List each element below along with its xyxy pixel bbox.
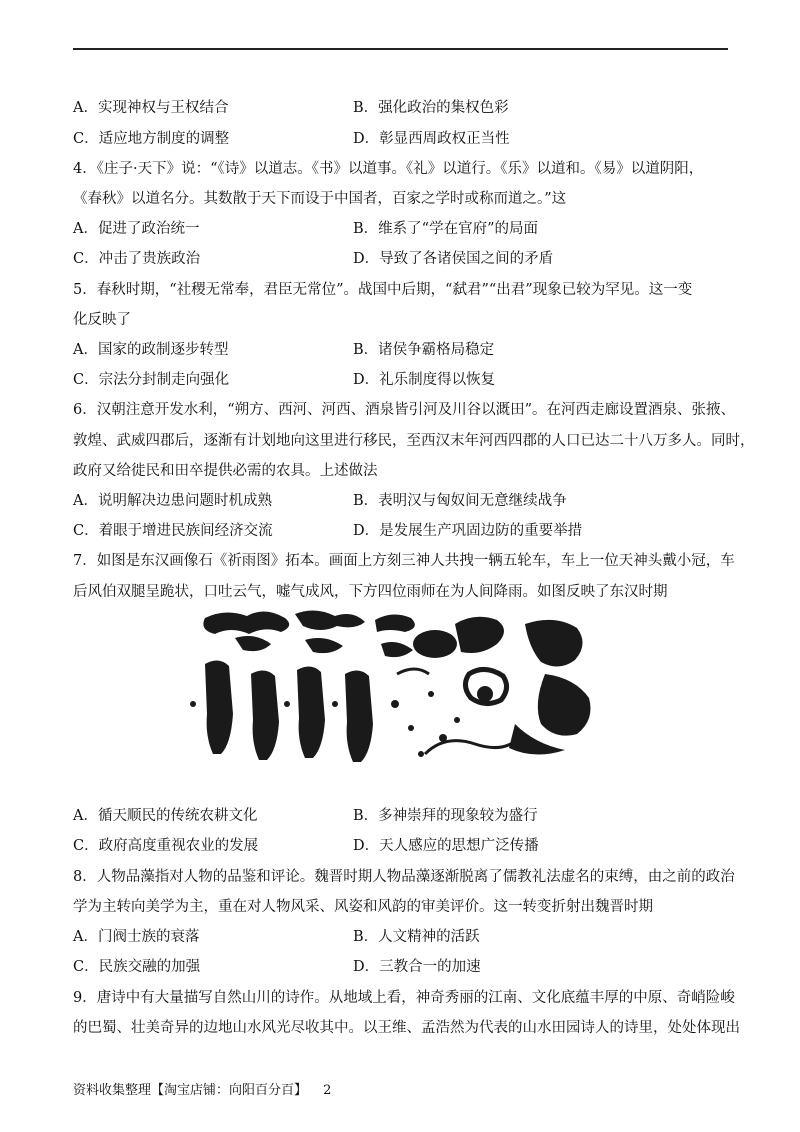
- q9-stem-line-1: 9．唐诗中有大量描写自然山川的诗作。从地域上看，神奇秀丽的江南、文化底蕴丰厚的中原、奇峭险峻: [73, 990, 735, 1006]
- page-number: 2: [323, 1083, 332, 1098]
- q5-option-c: C．宗法分封制走向强化: [73, 372, 230, 388]
- q6-option-d: D．是发展生产巩固边防的重要举措: [353, 523, 583, 539]
- q8-stem-line-2: 学为主转向美学为主，重在对人物风采、风姿和风韵的审美评价。这一转变折射出魏晋时期: [73, 899, 653, 915]
- q6-stem-line-3: 政府又给徙民和田卒提供必需的农具。上述做法: [73, 463, 378, 479]
- q6-stem-line-1: 6．汉朝注意开发水利，“朔方、西河、河西、酒泉皆引河及川谷以溉田”。在河西走廊设置酒泉、张掖、: [73, 402, 736, 418]
- q6-option-a: A．说明解决边患问题时机成熟: [73, 493, 272, 509]
- q5-stem-line-2: 化反映了: [73, 312, 131, 328]
- q5-stem-line-1: 5．春秋时期，“社稷无常奉，君臣无常位”。战国中后期，“弑君”“出君”现象已较为罕见。这一变: [73, 282, 693, 298]
- q8-option-c: C．民族交融的加强: [73, 959, 201, 975]
- q7-stem-line-1: 7．如图是东汉画像石《祈雨图》拓本。画面上方刻三神人共拽一辆五轮车，车上一位天神头戴小冠，车: [73, 553, 735, 569]
- q8-option-a: A．门阀士族的衰落: [73, 929, 200, 945]
- q8-stem-line-1: 8．人物品藻指对人物的品鉴和评论。魏晋时期人物品藻逐渐脱离了儒教礼法虚名的束缚，由之前的政治: [73, 869, 735, 885]
- q4-stem-line-1: 4．《庄子·天下》说：“《诗》以道志。《书》以道事。《礼》以道行。《乐》以道和。《易》以道阴阳，: [73, 161, 704, 177]
- q5-option-d: D．礼乐制度得以恢复: [353, 372, 496, 388]
- q4-option-d: D．导致了各诸侯国之间的矛盾: [353, 251, 554, 267]
- q9-stem-line-2: 的巴蜀、壮美奇异的边地山水风光尽收其中。以王维、孟浩然为代表的山水田园诗人的诗里，处处体现出: [73, 1020, 740, 1036]
- q4-option-b: B．维系了“学在官府”的局面: [353, 221, 538, 237]
- q7-option-b: B．多神崇拜的现象较为盛行: [353, 808, 538, 824]
- q7-option-c: C．政府高度重视农业的发展: [73, 838, 259, 854]
- q6-option-b: B．表明汉与匈奴间无意继续战争: [353, 493, 567, 509]
- page-footer: [73, 1082, 331, 1100]
- q8-option-b: B．人文精神的活跃: [353, 929, 480, 945]
- q7-stem-line-2: 后风伯双腿呈跪状，口吐云气，嘘气成风，下方四位雨师在为人间降雨。如图反映了东汉时期: [73, 584, 668, 600]
- rain-prayer-rubbing-image: [185, 604, 605, 772]
- q5-option-a: A．国家的政制逐步转型: [73, 342, 229, 358]
- q4-option-c: C．冲击了贵族政治: [73, 251, 201, 267]
- footer-source-text: 资料收集整理【淘宝店铺：向阳百分百】: [73, 1083, 308, 1098]
- q3-option-c: C．适应地方制度的调整: [73, 131, 230, 147]
- q5-option-b: B．诸侯争霸格局稳定: [353, 342, 495, 358]
- header-rule: [73, 48, 728, 50]
- q4-stem-line-2: 《春秋》以道名分。其数散于天下而设于中国者，百家之学时或称而道之。”这: [73, 191, 567, 207]
- q7-option-d: D．天人感应的思想广泛传播: [353, 838, 539, 854]
- q3-option-a: A．实现神权与王权结合: [73, 100, 229, 116]
- q7-option-a: A．循天顺民的传统农耕文化: [73, 808, 258, 824]
- q3-option-d: D．彰显西周政权正当性: [353, 131, 510, 147]
- q8-option-d: D．三教合一的加速: [353, 959, 481, 975]
- q3-option-b: B．强化政治的集权色彩: [353, 100, 509, 116]
- q4-option-a: A．促进了政治统一: [73, 221, 200, 237]
- q6-stem-line-2: 敦煌、武威四郡后，逐渐有计划地向这里进行移民，至西汉末年河西四郡的人口已达二十八万多人。同时，: [73, 433, 755, 449]
- q6-option-c: C．着眼于增进民族间经济交流: [73, 523, 273, 539]
